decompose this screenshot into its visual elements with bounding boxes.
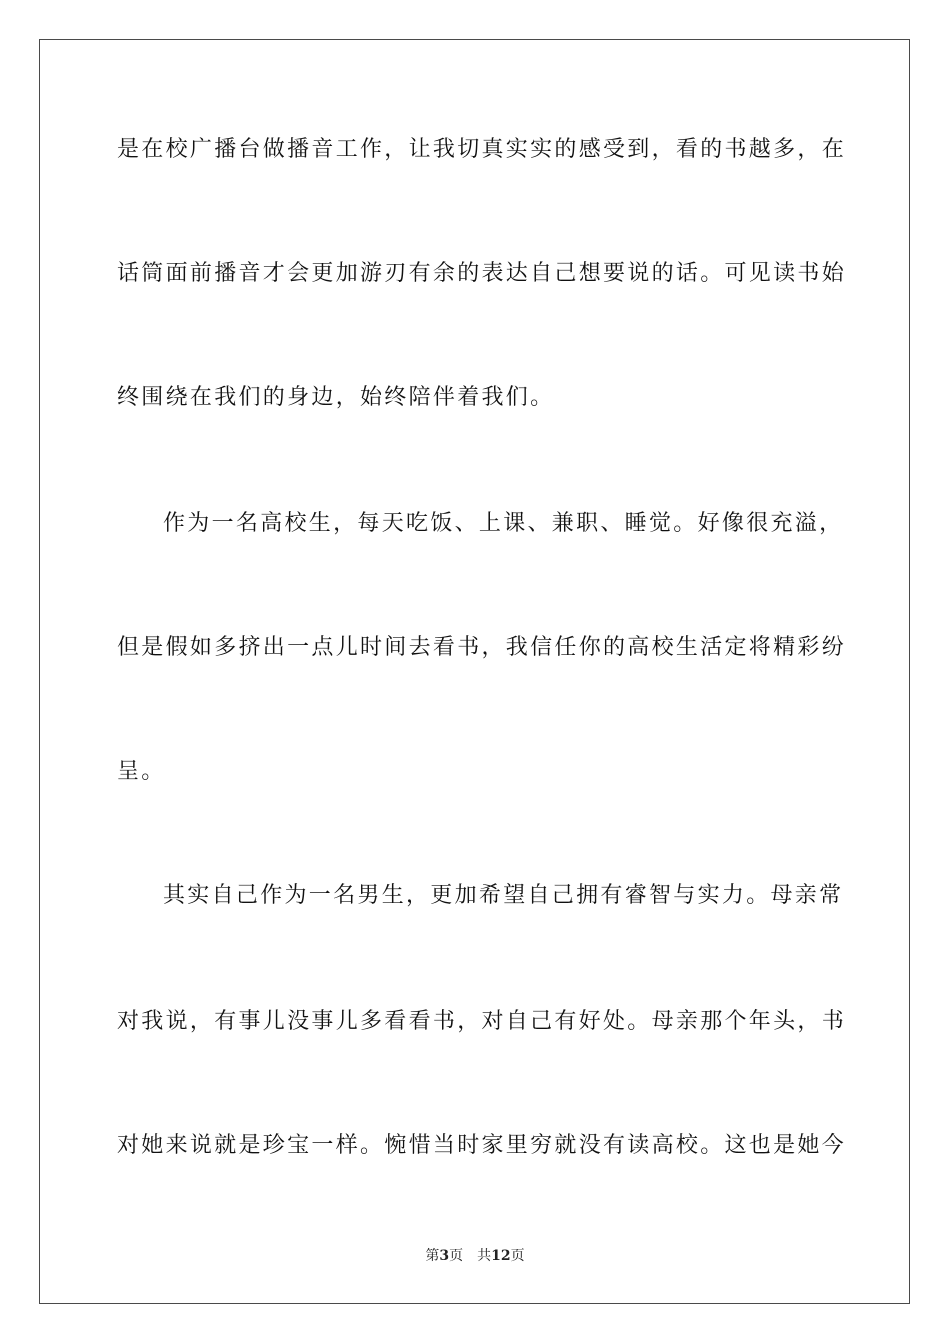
footer-suffix: 页 bbox=[510, 1248, 525, 1264]
page-number-current: 3 bbox=[439, 1248, 450, 1264]
text-line-5: 但是假如多挤出一点儿时间去看书，我信任你的高校生活定将精彩纷 bbox=[117, 635, 847, 660]
page-border bbox=[39, 39, 910, 1304]
text-line-4: 作为一名高校生，每天吃饭、上课、兼职、睡觉。好像很充溢， bbox=[163, 511, 844, 536]
text-line-2: 话筒面前播音才会更加游刃有余的表达自己想要说的话。可见读书始 bbox=[117, 261, 847, 286]
text-line-8: 对我说，有事儿没事儿多看看书，对自己有好处。母亲那个年头，书 bbox=[117, 1009, 847, 1034]
footer-mid: 页 共 bbox=[449, 1248, 492, 1264]
page-number-total: 12 bbox=[491, 1248, 511, 1264]
page-footer bbox=[0, 1247, 950, 1265]
text-line-3: 终围绕在我们的身边，始终陪伴着我们。 bbox=[117, 385, 555, 410]
footer-prefix: 第 bbox=[425, 1248, 440, 1264]
text-line-7: 其实自己作为一名男生，更加希望自己拥有睿智与实力。母亲常 bbox=[163, 883, 844, 908]
text-line-9: 对她来说就是珍宝一样。惋惜当时家里穷就没有读高校。这也是她今 bbox=[117, 1133, 847, 1158]
text-line-6: 呈。 bbox=[117, 759, 166, 784]
text-line-1: 是在校广播台做播音工作，让我切真实实的感受到，看的书越多，在 bbox=[117, 137, 847, 162]
